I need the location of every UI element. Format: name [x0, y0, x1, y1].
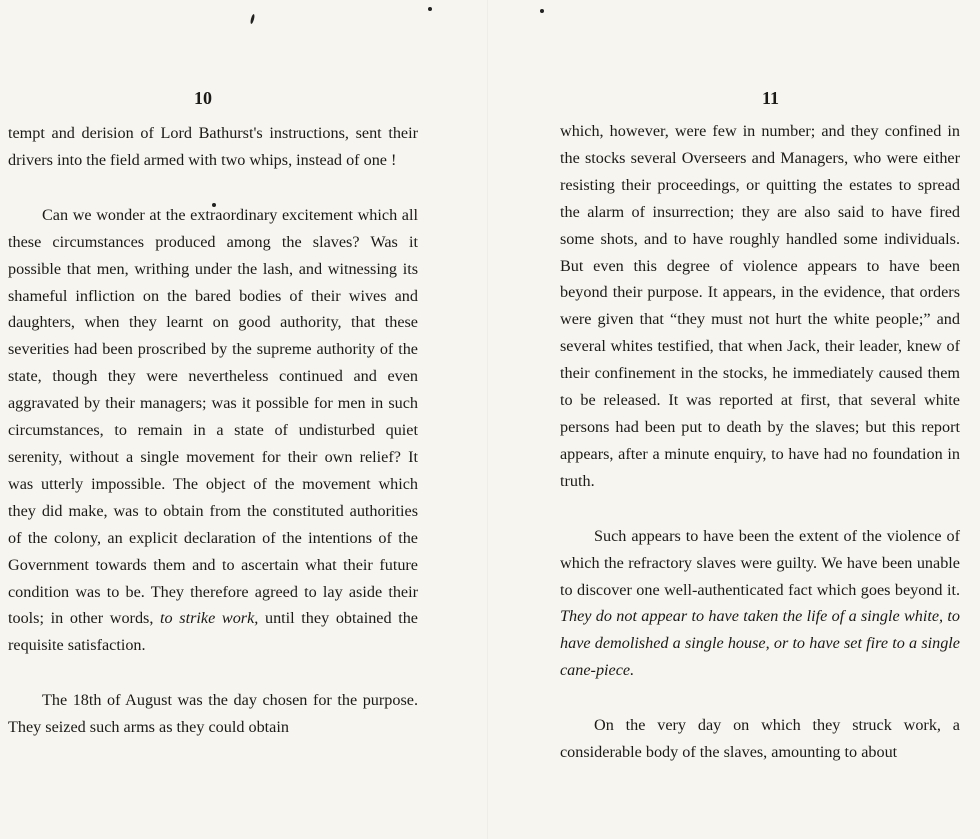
text-run: On the very day on which they struck work, a considerable body of the slaves, amounting to about [560, 716, 960, 762]
text-run: tempt and derision of Lord Bathurst's instructions, sent their drivers into the field armed with two whips, instead of one ! [8, 124, 418, 169]
text-run: Can we wonder at the extraordinary excitement which all these circumstances produced among the slaves? Was it possible that men, writhing under the lash, and witnessing its shameful infliction on the bared bodies of their wives and daughters, when they learnt on good authority, that these severities had been proscribed by the supreme authority of the state, though they were nevertheless continued and even aggravated by their managers; was it possible for men in such circumstances, to remain in a state of undisturbed quiet serenity, without a single movement for their own relief? It was utterly impossible. The object of the movement which they did make, was to obtain from the constituted authorities of the colony, an explicit declaration of the intentions of the Government towards them and to ascertain what their future condition was to be. They therefore agreed to lay aside their tools; in other words, [8, 205, 418, 628]
page-text [8, 120, 418, 741]
page-number: 11 [762, 88, 780, 108]
right-page [490, 0, 980, 839]
page-number: 10 [194, 88, 212, 108]
paragraph [8, 202, 418, 659]
italic-run: They do not appear to have taken the life of a single white, to have demolished a single house, or to have set fire to a single cane-piece. [560, 607, 960, 680]
text-run: which, however, were few in number; and they confined in the stocks several Overseers and Managers, who were either resisting their proceedings, or quitting the estates to spread the alarm of insurrection; they are also said to have fired some shots, and to have roughly handled some individuals. But even this degree of violence appears to have been beyond their purpose. It appears, in the evidence, that orders were given that “they must not hurt the white people;” and several whites testified, that when Jack, their leader, knew of their confinement in the stocks, he immediately caused them to be released. It was reported at first, that several white persons had been put to death by the slaves; but this report appears, after a minute enquiry, to have had no foundation in truth. [560, 122, 960, 490]
text-run: until they obtained the requisite satisfaction. [8, 609, 418, 655]
text-run: Such appears to have been the extent of the violence of which the refractory slaves were guilty. We have been unable to discover one well-authenticated fact which goes beyond it. [560, 526, 960, 599]
paragraph [8, 687, 418, 741]
paragraph [560, 523, 960, 684]
paragraph [8, 120, 418, 174]
paragraph [560, 712, 960, 766]
italic-run: to strike work, [160, 609, 259, 628]
text-run: The 18th of August was the day chosen for the purpose. They seized such arms as they could obtain [8, 691, 418, 737]
paragraph [560, 118, 960, 495]
page-text [560, 118, 960, 766]
